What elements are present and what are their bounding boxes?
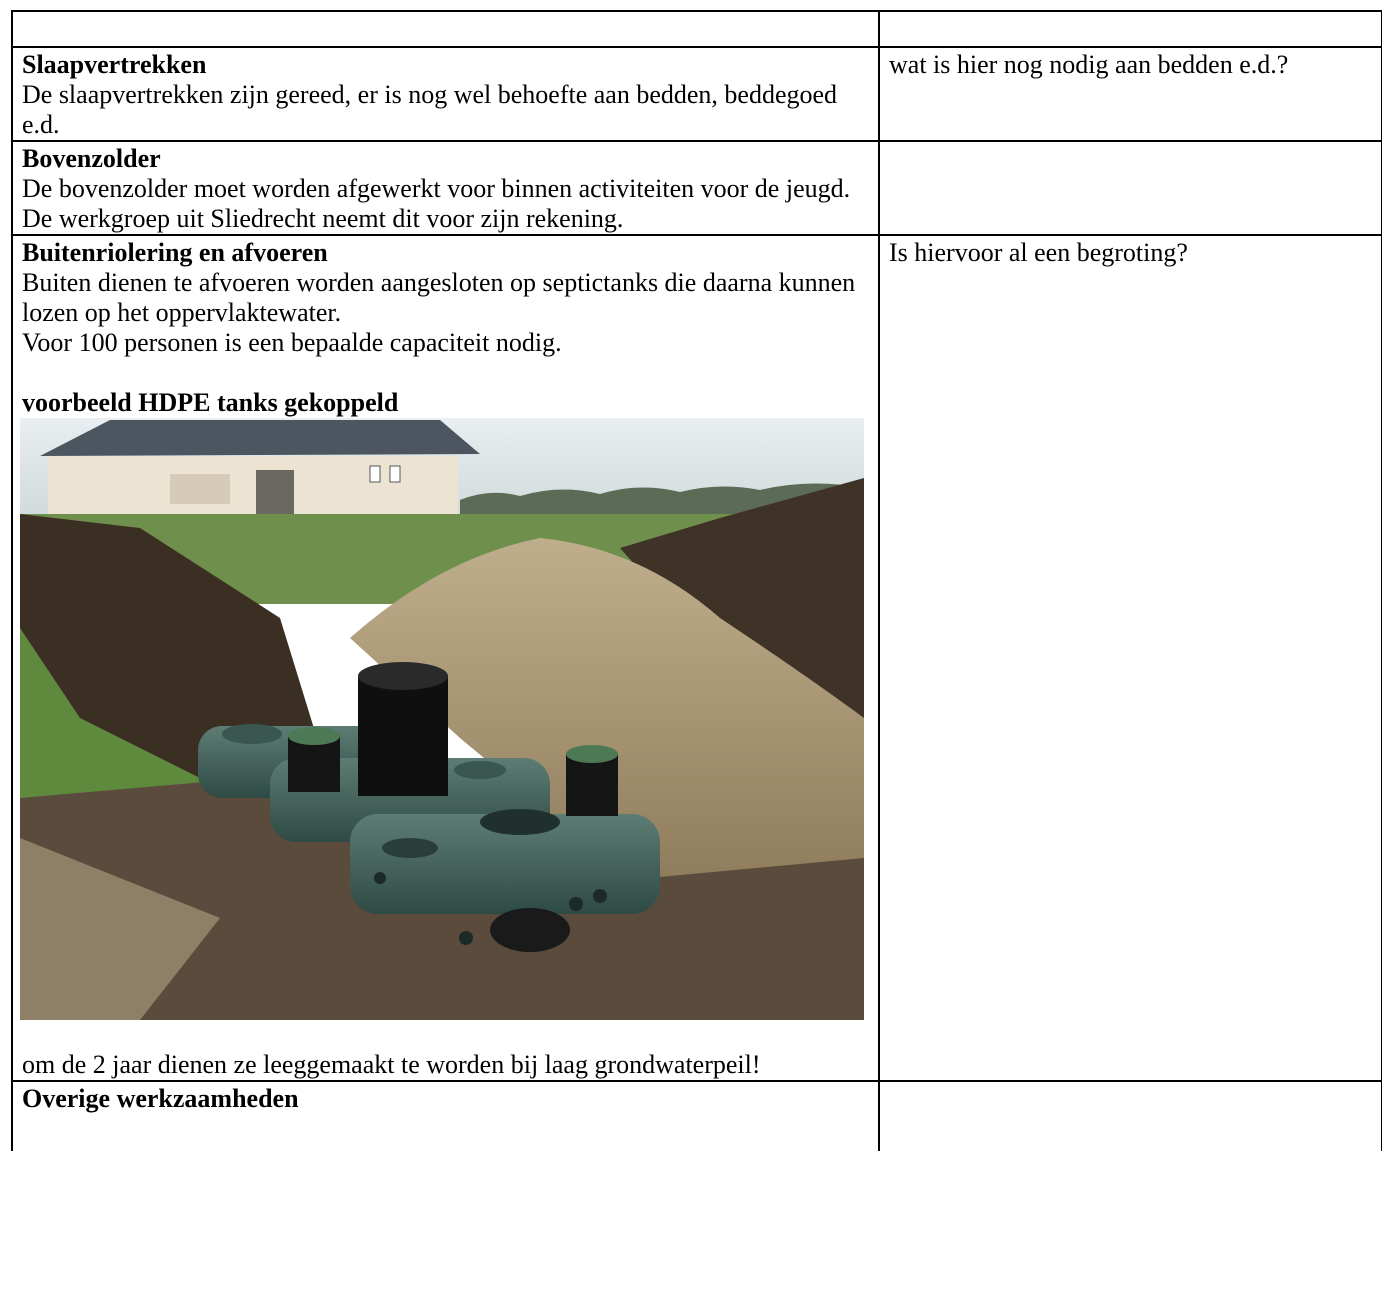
paragraph: De bovenzolder moet worden afgewerkt voor binnen activiteiten voor de jeugd. xyxy=(22,174,851,203)
paragraph: Buiten dienen te afvoeren worden aangesloten op septictanks die daarna kunnen lozen op het oppervlaktewater. xyxy=(22,268,856,327)
section-heading: Buitenriolering en afvoeren xyxy=(22,238,328,267)
paragraph: Voor 100 personen is een bepaalde capaciteit nodig. xyxy=(22,328,562,357)
image-caption: voorbeeld HDPE tanks gekoppeld xyxy=(22,388,399,417)
septic-tanks-photo xyxy=(20,418,864,1020)
empty-cell xyxy=(879,1081,1382,1151)
table-row xyxy=(12,47,1382,141)
empty-cell xyxy=(879,11,1382,47)
table-row xyxy=(12,141,1382,235)
left-cell xyxy=(12,141,879,235)
table-row xyxy=(12,235,1382,1081)
blank-line xyxy=(22,1020,870,1050)
paragraph: De werkgroep uit Sliedrecht neemt dit voor zijn rekening. xyxy=(22,204,624,233)
blank-line xyxy=(22,358,870,388)
paragraph: De slaapvertrekken zijn gereed, er is nog wel behoefte aan bedden, beddegoed e.d. xyxy=(22,80,838,139)
left-cell xyxy=(12,235,879,1081)
section-heading: Overige werkzaamheden xyxy=(22,1084,299,1113)
notes-table xyxy=(11,10,1382,1151)
paragraph: om de 2 jaar dienen ze leeggemaakt te worden bij laag grondwaterpeil! xyxy=(22,1050,761,1079)
right-cell xyxy=(879,47,1382,141)
left-cell xyxy=(12,47,879,141)
left-cell xyxy=(12,1081,879,1151)
section-heading: Bovenzolder xyxy=(22,144,161,173)
comment-text: wat is hier nog nodig aan bedden e.d.? xyxy=(889,50,1289,79)
table-row xyxy=(12,11,1382,47)
section-heading: Slaapvertrekken xyxy=(22,50,207,79)
empty-cell xyxy=(12,11,879,47)
table-row xyxy=(12,1081,1382,1151)
empty-cell xyxy=(879,141,1382,235)
right-cell xyxy=(879,235,1382,1081)
comment-text: Is hiervoor al een begroting? xyxy=(889,238,1188,267)
